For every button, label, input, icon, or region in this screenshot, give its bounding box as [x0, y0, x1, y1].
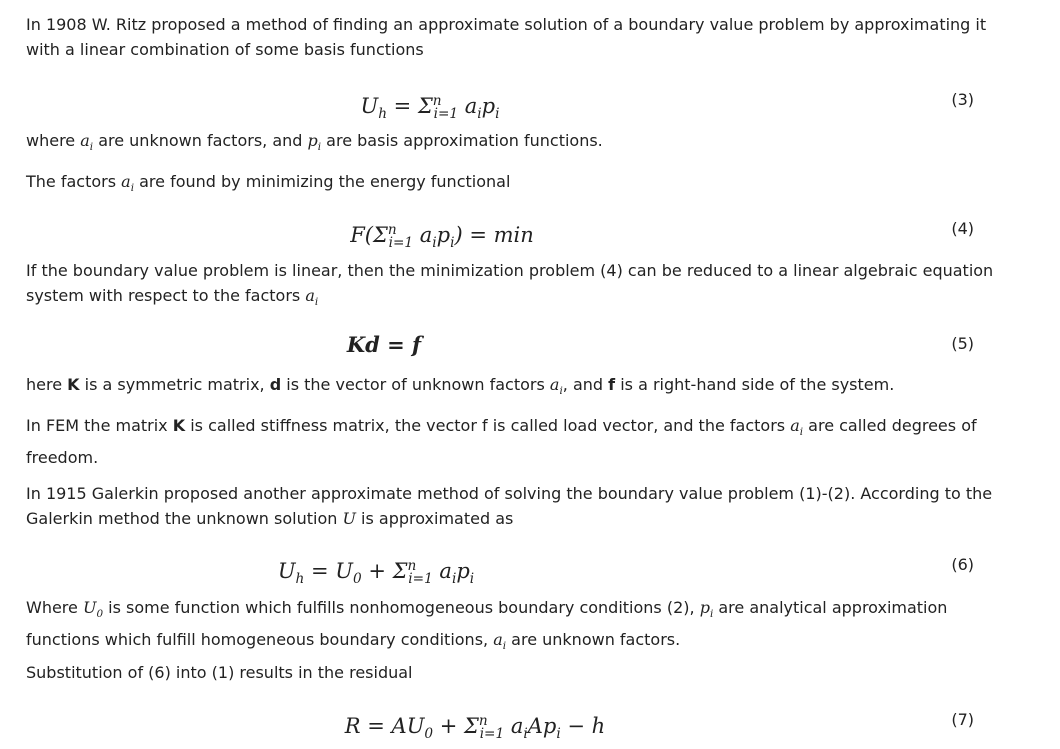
- paragraph-linear-system: If the boundary value problem is linear, then the minimization problem (4) can be reduced to a linear algebraic equation system with respect to the factors $a_i$: [26, 261, 994, 309]
- equation-4-number: (4): [951, 219, 974, 238]
- equation-7-number: (7): [951, 710, 974, 729]
- paragraph-symmetric-matrix: here K is a symmetric matrix, d is the vector of unknown factors $a_i$, and f is a right-hand side of the system.: [26, 375, 895, 398]
- equation-3: [0, 86, 1060, 123]
- paragraph-galerkin-intro: In 1915 Galerkin proposed another approximate method of solving the boundary value problem (1)-(2). According to the Galerkin method the unknown solution U is approximated as: [26, 484, 993, 528]
- equation-4-formula: $F(\Sigma^n_{i=1}$ $a_ip_i) = \min$: [350, 222, 534, 252]
- equation-6-number: (6): [951, 555, 974, 574]
- paragraph-galerkin-functions: Where $U_0$ is some function which fulfills nonhomogeneous boundary conditions (2), $p_i$ are analytical approximation functions which fulfill homogeneous boundary conditions, $a_i$ are unknown factors.: [26, 598, 948, 653]
- equation-7: [0, 706, 1060, 743]
- paragraph-fem-terms: In FEM the matrix K is called stiffness matrix, the vector f is called load vector, and the factors $a_i$ are called degrees of freedom.: [26, 416, 977, 468]
- paragraph-unknown-factors: where $a_i$ are unknown factors, and $p_i$ are basis approximation functions.: [26, 131, 603, 154]
- paragraph-energy-functional: The factors $a_i$ are found by minimizing the energy functional: [26, 172, 511, 195]
- equation-3-number: (3): [951, 90, 974, 109]
- equation-6-formula: $U_h = U_0 + \Sigma^n_{i=1}$ $a_ip_i$: [277, 558, 475, 588]
- equation-6: [0, 551, 1060, 588]
- equation-7-formula: $R = AU_0 + \Sigma^n_{i=1}$ $a_iAp_i - h$: [344, 713, 606, 743]
- equation-4: [0, 215, 1060, 252]
- equation-5-number: (5): [951, 334, 974, 353]
- paragraph-ritz-intro: In 1908 W. Ritz proposed a method of finding an approximate solution of a boundary value problem by approximating it with a linear combination of some basis functions: [26, 15, 987, 59]
- equation-5-formula: Kd = f: [346, 332, 422, 357]
- paragraph-residual: Substitution of (6) into (1) results in the residual: [26, 663, 413, 682]
- equation-5: [0, 330, 1060, 360]
- equation-3-formula: $U_h = \Sigma^n_{i=1}$ $a_ip_i$: [360, 93, 500, 123]
